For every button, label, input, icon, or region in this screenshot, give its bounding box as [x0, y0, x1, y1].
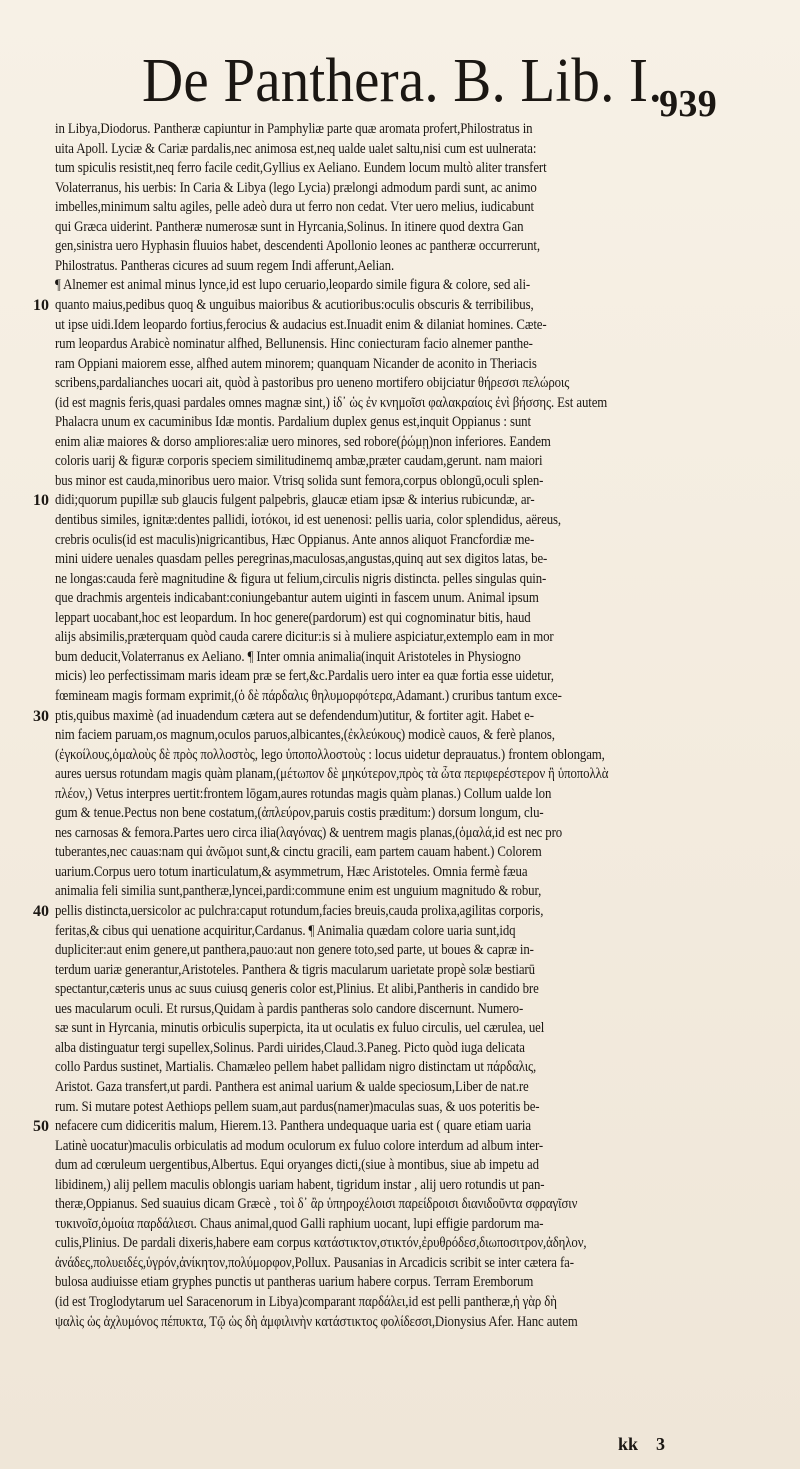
line-number: 10: [33, 296, 49, 314]
text-line: [33, 1234, 738, 1254]
text-line: [33, 628, 738, 648]
text-line-content: imbelles,minimum saltu agiles, pelle adeò dura ut ferro non cedat. Vter uero melius, iudicabunt: [55, 199, 535, 216]
text-line-content: nefacere cum didiceritis malum, Hierem.13. Panthera undequaque uaria est ( quare etiam uaria: [55, 1118, 531, 1135]
text-line-content: gum & tenue.Pectus non bene costatum,(ἀπλεύρον,paruis costis præditum:) dorsum longum, clu-: [55, 805, 544, 822]
text-line: [33, 765, 738, 785]
text-line: [33, 1019, 738, 1039]
text-line-content: uarium.Corpus uero totum inarticulatum,& asymmetrum, Hæc Aristoteles. Omnia fermè fæua: [55, 863, 528, 880]
text-line-content: bulosa audiuisse etiam gryphes punctis ut pantheras uarium habere corpus. Terram Eremborum: [55, 1274, 534, 1291]
text-line: [33, 296, 738, 316]
text-line-content: animalia feli similia sunt,pantheræ,lyncei,pardi:commune enim est unguium magnitudo & robur,: [55, 883, 542, 900]
text-line: [33, 1293, 738, 1313]
line-number: 10: [33, 492, 49, 510]
page-number: 939: [659, 83, 717, 125]
text-line-content: gen,sinistra uero Hyphasin fluuios habet, descendenti Apollonio leones ac pantheræ occurrerunt,: [55, 238, 540, 255]
text-line-content: ram Oppiani maiorem esse, alfhed autem minorem; quanquam Nicander de aconito in Theriacis: [55, 355, 537, 372]
catchword: 3: [656, 1434, 666, 1454]
text-line-content: feritas,& cibus qui uenatione acquiritur,Cardanus. ¶ Animalia quædam colore uaria sunt,idq: [55, 922, 516, 939]
text-line-content: Aristot. Gaza transfert,ut pardi. Panthera est animal uarium & ualde speciosum,Liber de nat.re: [55, 1078, 529, 1095]
text-line: [33, 902, 738, 922]
text-line-content: nim faciem paruam,os magnum,oculos paruos,albicantes,(ἐκλεύκους) modicè cauos, & ferè planos,: [55, 727, 555, 744]
text-line-content: rum leopardus Arabicè nominatur alfhed, Bellunensis. Hinc coniecturam facio alnemer panthe-: [55, 336, 533, 353]
text-line-content: micis) leo perfectissimam maris ideam præ se fert,&c.Pardalis uero inter ea quæ fortia esse uidetur,: [55, 668, 554, 685]
text-line-content: sæ sunt in Hyrcania, minutis orbiculis superpicta, ita ut oculatis ex fuluo circulis, uel cærulea, uel: [55, 1020, 545, 1037]
text-line-content: dupliciter:aut enim genere,ut panthera,pauo:aut non genere toto,sed parte, ut boues & capræ in-: [55, 942, 534, 959]
text-line-content: dentibus similes, ignitæ:dentes pallidi, ἰοτόκοι, id est uenenosi: pellis uaria, color splendidus, aëreus,: [55, 512, 561, 528]
text-line: [33, 1039, 738, 1059]
text-line-content: in Libya,Diodorus. Pantheræ capiuntur in Pamphyliæ parte quæ aromata profert,Philostratus in: [55, 121, 533, 137]
text-line: [33, 648, 738, 668]
text-line-content: theræ,Oppianus. Sed suauius dicam Græcè , τοὶ δ᾽ ἂρ ὑπηροχέλοισι παρείδροισι διανιδοῦντα σφραγῖσιν: [55, 1196, 578, 1213]
text-line-content: ψαλὶς ὡς ἀχλυμόνος πέπυκτα, Τῷ ὡς δὴ ἁμφιλινὴν κατάστικτος φολίδεσσι,Dionysius Afer. Hanc autem: [55, 1313, 578, 1330]
text-line: [33, 120, 738, 140]
text-line-content: dum ad cœruleum uergentibus,Albertus. Equi oryanges dicti,(siue à montibus, siue ab impetu ad: [55, 1157, 539, 1174]
text-line-content: rum. Si mutare potest Aethiops pellem suam,aut pardus(namer)maculas suas, & uos poteritis be-: [55, 1098, 540, 1115]
text-line-content: ne longas:cauda ferè magnitudine & figura ut felium,circulis nigris distincta. pelles singulas quin-: [55, 570, 547, 587]
text-line: [33, 804, 738, 824]
text-line-content: pellis distincta,uersicolor ac pulchra:caput rotundum,facies breuis,cauda prolixa,agilitas corporis,: [55, 903, 544, 919]
text-line: [33, 531, 738, 551]
text-line: [33, 374, 738, 394]
text-line: [33, 355, 738, 375]
text-line-content: quanto maius,pedibus quoq & unguibus maioribus & acutioribus:oculis obscuris & terribilibus,: [55, 296, 534, 313]
line-number: 30: [33, 707, 49, 725]
text-line-content: πλέον,) Vetus interpres uertit:frontem lōgam,aures rotundas magis quàm planas.) Collum ualde lon: [55, 785, 552, 802]
text-line-content: tum spiculis resistit,neq ferro facile cedit,Gyllius ex Aeliano. Eundem locum multò aliter transfert: [55, 160, 547, 177]
text-line: [33, 198, 738, 218]
text-line: [33, 394, 738, 414]
text-line: [33, 843, 738, 863]
text-line-content: qui Græca uiderint. Pantheræ numerosæ sunt in Hyrcania,Solinus. In itinere quod dextra Gan: [55, 218, 524, 235]
text-line-content: uita Apoll. Lyciæ & Cariæ pardalis,nec animosa est,neq ualde ualet saltu,nisi cum est uulnerata:: [55, 140, 537, 157]
text-line: [33, 589, 738, 609]
text-line: [33, 276, 738, 296]
text-line: [33, 452, 738, 472]
text-line: [33, 316, 738, 336]
text-line: [33, 218, 738, 238]
text-line: [33, 687, 738, 707]
text-line: [33, 882, 738, 902]
text-line: [33, 1195, 738, 1215]
text-line-content: (id est Troglodytarum uel Saracenorum in Libya)comparant παρδάλει,id est pelli pantheræ,ἡ γὰρ δὴ: [55, 1294, 557, 1310]
text-line: [33, 609, 738, 629]
text-line-content: scribens,pardalianches uocari ait, quòd à pastoribus pro ueneno mortifero obijciatur θήρεσσι πελώροις: [55, 375, 570, 392]
text-line-content: aures uersus rotundam magis quàm planam,(μέτωπον δὲ μηκύτερον,πρὸς τὰ ὦτα περιφερέστερον ἢ ὑποπολλὰ: [55, 766, 609, 783]
text-line-content: ¶ Alnemer est animal minus lynce,id est lupo ceruario,leopardo simile figura & colore, sed ali-: [55, 277, 531, 294]
text-line-content: alba distinguatur tergi supellex,Solinus. Pardi uirides,Claud.3.Paneg. Picto quòd iuga delicata: [55, 1039, 525, 1056]
text-line: [33, 570, 738, 590]
text-line: [33, 1058, 738, 1078]
text-line: [33, 335, 738, 355]
text-line: [33, 824, 738, 844]
text-line-content: Phalacra unum ex cacuminibus Idæ montis. Pardalium duplex genus est,inquit Oppianus : sunt: [55, 414, 531, 431]
text-line: [33, 257, 738, 277]
page-footer: [618, 1433, 698, 1455]
text-line: [33, 140, 738, 160]
text-line-content: bus minor est cauda,minoribus uero maior. Vtrisq solida sunt femora,corpus oblongū,oculi splen-: [55, 472, 544, 489]
text-line-content: ut ipse uidi.Idem leopardo fortius,ferocius & audacius est.Inuadit enim & dilaniat homines. Cæte-: [55, 316, 547, 333]
text-line: [33, 1273, 738, 1293]
text-line-content: ptis,quibus maximè (ad inuadendum cætera aut se defendendum)utitur, & fortiter agit. Habet e-: [55, 707, 534, 724]
text-line: [33, 1117, 738, 1137]
text-line-content: alijs absimilis,præterquam quòd cauda carere dicitur:is si à muliere aspiciatur,extemplo eam in mor: [55, 629, 554, 646]
text-line: [33, 1176, 738, 1196]
text-line: [33, 941, 738, 961]
line-number: 50: [33, 1118, 49, 1136]
text-line-content: que drachmis argenteis indicabant:coniungebantur autem uiginti in fascem unum. Animal ipsum: [55, 590, 539, 607]
text-line-content: crebris oculis(id est maculis)nigricantibus, Hæc Oppianus. Ante annos aliquot Francfordiæ me-: [55, 531, 535, 548]
text-line: [33, 707, 738, 727]
text-line-content: leppart uocabant,hoc est leopardum. In hoc genere(pardorum) est qui cognominatur bitis, haud: [55, 609, 531, 626]
text-line: [33, 1254, 738, 1274]
text-line-content: libidinem,) alij pellem maculis oblongis uariam habent, tigridum instar , alij uero rotundis ut pan-: [55, 1176, 545, 1193]
text-line: [33, 433, 738, 453]
text-line-content: spectantur,cæteris unus ac suus cuiusq generis color est,Plinius. Et alibi,Pantheris in candido bre: [55, 981, 539, 998]
text-line-content: (ἐγκοίλους,ὁμαλοὺς δὲ πρὸς πολλοστὸς, lego ὑποπολλοστοὺς : locus uidetur deprauatus.) frontem oblongam,: [55, 746, 605, 763]
text-line: [33, 237, 738, 257]
text-line: [33, 1098, 738, 1118]
text-line-content: coloris uarij & figuræ corporis speciem similitudinemq ambæ,præter caudam,gerunt. nam maiori: [55, 453, 543, 470]
text-line: [33, 159, 738, 179]
running-title: De Panthera. B. Lib. I.: [142, 47, 663, 115]
text-line: [33, 863, 738, 883]
text-line: [33, 961, 738, 981]
text-line: [33, 179, 738, 199]
text-line-content: ues macularum oculi. Et rursus,Quidam à pardis pantheras solo candore discernunt. Numero-: [55, 1000, 524, 1017]
text-line-content: mini uidere uenales quasdam pelles peregrinas,maculosas,angustas,quinq aut sex digitos latas, be-: [55, 551, 548, 568]
text-line: [33, 1313, 738, 1333]
text-line: [33, 980, 738, 1000]
text-line-content: bum deducit,Volaterranus ex Aeliano. ¶ Inter omnia animalia(inquit Aristoteles in Physiogno: [55, 648, 521, 665]
signature-mark: kk: [618, 1434, 639, 1454]
text-line-content: enim aliæ maiores & dorso ampliores:aliæ uero minores, sed robore(ῥώμῃ)non inferiores. Eandem: [55, 433, 551, 450]
text-line: [33, 726, 738, 746]
text-line-content: collo Pardus sustinet, Martialis. Chamæleo pellem habet pallidam nigro distinctam ut πάρδαλις,: [55, 1059, 537, 1076]
text-line-content: Volaterranus, his uerbis: In Caria & Libya (lego Lycia) prælongi admodum pardi sunt, ac animo: [55, 179, 537, 196]
text-line: [33, 1156, 738, 1176]
text-line: [33, 785, 738, 805]
text-line-content: tuberantes,nec cauas:nam qui ἀνῶμοι sunt,& cinctu gracili, eam partem cauam habent.) Colorem: [55, 844, 542, 861]
text-line-content: ἀνάδες,πολυειδές,ὑγρόν,ἀνίκητον,πολύμορφον,Pollux. Pausanias in Arcadicis scribit se inter cætera fa-: [55, 1254, 574, 1271]
text-line-content: τυκινοῖσ,ὁμοίια παρδάλιεσι. Chaus animal,quod Galli raphium uocant, lupi effigie pardorum ma-: [55, 1215, 544, 1232]
text-line: [33, 1078, 738, 1098]
text-line-content: fœmineam magis formam exprimit,(ὁ δὲ πάρδαλις θηλυμορφότερα,Adamant.) cruribus tantum exce-: [55, 687, 562, 704]
text-line-content: Latinè uocatur)maculis orbiculatis ad modum oculorum ex fuluo colore interdum ad album inter-: [55, 1137, 544, 1154]
text-line-content: Philostratus. Pantheras cicures ad suum regem Indi afferunt,Aelian.: [55, 257, 395, 274]
text-line-content: (id est magnis feris,quasi pardales omnes magnæ sint,) ἰδ᾽ ὡς ἐν κνημοῖσι φαλακραίοις ἐνὶ βήσσης. Est autem: [55, 394, 608, 411]
text-line: [33, 413, 738, 433]
text-line: [33, 511, 738, 531]
text-line: [33, 472, 738, 492]
text-line: [33, 491, 738, 511]
text-line-content: didi;quorum pupillæ sub glaucis fulgent palpebris, glaucæ etiam ipsæ & interius rubicundæ, ar-: [55, 492, 535, 509]
text-line-content: terdum uariæ generantur,Aristoteles. Panthera & tigris macularum uarietate propè solæ bestiarū: [55, 961, 535, 978]
text-line-content: nes carnosas & femora.Partes uero circa ilia(λαγόνας) & uentrem magis planas,(ὁμαλά,id est nec pro: [55, 824, 563, 841]
text-line: [33, 1215, 738, 1235]
text-line: [33, 746, 738, 766]
text-line: [33, 1137, 738, 1157]
text-line-content: culis,Plinius. De pardali dixeris,habere eam corpus κατάστικτον,στικτόν,ἐρυθρόδεσ,διωποσιτρον,ἀδηλον,: [55, 1235, 587, 1252]
text-line: [33, 550, 738, 570]
line-number: 40: [33, 903, 49, 920]
body-text-block: [33, 120, 738, 1375]
text-line: [33, 922, 738, 942]
text-line: [33, 1000, 738, 1020]
text-line: [33, 667, 738, 687]
